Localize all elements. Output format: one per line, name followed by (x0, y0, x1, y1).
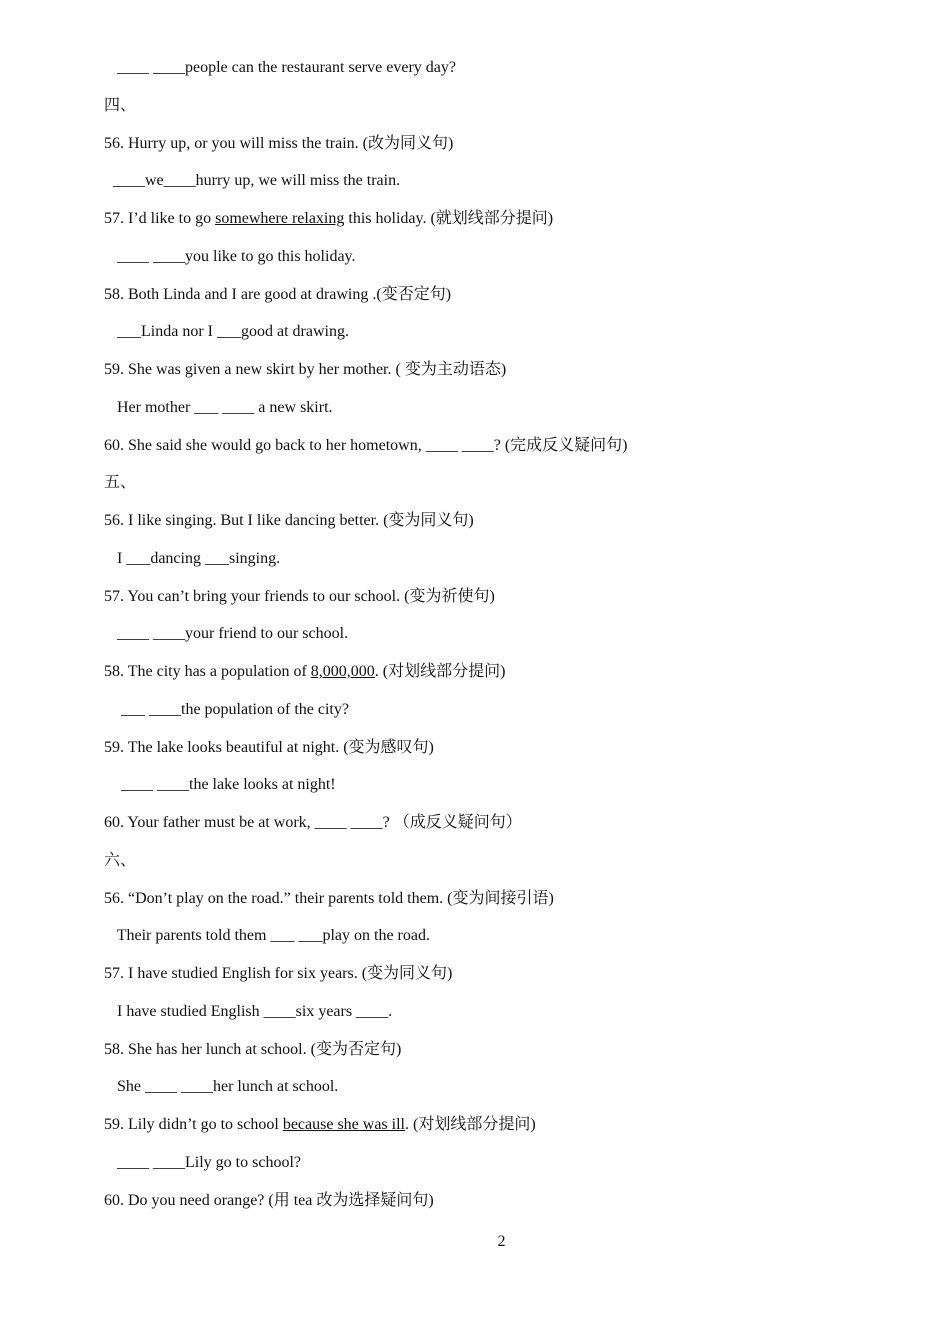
exercise-line (104, 964, 452, 984)
line-text: ____ ____people can the restaurant serve every day? (113, 59, 456, 76)
line-text: 57. You can’t bring your friends to our school. (变为祈使句) (104, 587, 495, 605)
line-text: ___ ____the population of the city? (113, 700, 349, 718)
exercise-line (104, 851, 136, 871)
exercise-line (104, 436, 628, 456)
line-text: ___Linda nor I ___good at drawing. (113, 323, 349, 341)
line-text: this holiday. (就划线部分提问) (344, 210, 554, 227)
exercise-line (104, 738, 434, 758)
underlined-phrase: 8,000,000 (310, 663, 375, 680)
exercise-line (113, 926, 430, 946)
line-text: 58. She has her lunch at school. (变为否定句) (104, 1040, 402, 1058)
exercise-line (113, 700, 349, 720)
line-text: 58. Both Linda and I are good at drawing .(变否定句) (104, 285, 452, 303)
line-text: 58. The city has a population of (104, 663, 311, 680)
exercise-line (113, 775, 336, 795)
line-text: She ____ ____her lunch at school. (113, 1078, 339, 1096)
line-text: . (对划线部分提问) (374, 663, 506, 680)
line-text: 六、 (104, 851, 137, 869)
line-text: I have studied English ____six years ____. (113, 1002, 393, 1020)
exercise-line (104, 1115, 536, 1135)
line-text: 56. I like singing. But I like dancing better. (变为同义句) (104, 512, 474, 529)
line-text: ____ ____you like to go this holiday. (113, 247, 356, 265)
exercise-line (104, 889, 554, 909)
exercise-line (113, 171, 400, 191)
exercise-line (104, 511, 474, 531)
underlined-phrase: somewhere relaxing (215, 210, 345, 227)
line-text: 59. The lake looks beautiful at night. (变为感叹句) (104, 738, 434, 756)
exercise-line (113, 247, 356, 267)
exercise-line (113, 549, 280, 569)
line-text: I ___dancing ___singing. (113, 549, 281, 567)
exercise-line (104, 473, 136, 493)
line-text: ____we____hurry up, we will miss the train. (113, 172, 401, 190)
line-text: 四、 (104, 96, 137, 114)
line-text: ____ ____Lily go to school? (113, 1153, 301, 1171)
line-text: 56. “Don’t play on the road.” their parents told them. (变为间接引语) (104, 889, 554, 907)
exercise-line (113, 1153, 301, 1173)
exercise-line (104, 360, 506, 380)
exercise-line (113, 1002, 392, 1022)
exercise-line (104, 813, 522, 833)
exercise-line (104, 209, 553, 229)
line-text: 56. Hurry up, or you will miss the train. (改为同义句) (104, 134, 454, 152)
line-text: Her mother ___ ____ a new skirt. (113, 398, 333, 416)
exercise-line (104, 1191, 434, 1211)
exercise-line (113, 398, 333, 418)
underlined-phrase: because she was ill (282, 1116, 405, 1133)
exercise-line (104, 1040, 401, 1060)
exercise-line (113, 1077, 338, 1097)
page-number: 2 (497, 1233, 506, 1250)
exercise-line (104, 662, 505, 682)
line-text: . (对划线部分提问) (405, 1116, 536, 1133)
exercise-line (104, 134, 453, 154)
exercise-line (104, 96, 136, 116)
exercise-line (113, 624, 348, 644)
line-text: 57. I have studied English for six years. (变为同义句) (104, 965, 453, 982)
line-text: 60. Your father must be at work, ____ ____? （成反义疑问句） (104, 814, 522, 831)
exercise-line (113, 322, 349, 342)
line-text: 57. I’d like to go (104, 210, 216, 227)
line-text: ____ ____the lake looks at night! (113, 776, 336, 794)
line-text: 59. She was given a new skirt by her mother. ( 变为主动语态) (104, 361, 507, 378)
line-text: 59. Lily didn’t go to school (104, 1116, 283, 1133)
line-text: 60. Do you need orange? (用 tea 改为选择疑问句) (104, 1191, 434, 1209)
line-text: ____ ____your friend to our school. (113, 625, 349, 643)
line-text: 60. She said she would go back to her hometown, ____ ____? (完成反义疑问句) (104, 436, 628, 454)
exercise-line (113, 58, 456, 78)
exercise-line (104, 587, 495, 607)
exercise-line (104, 285, 451, 305)
line-text: Their parents told them ___ ___play on the road. (113, 927, 430, 945)
line-text: 五、 (104, 474, 137, 492)
